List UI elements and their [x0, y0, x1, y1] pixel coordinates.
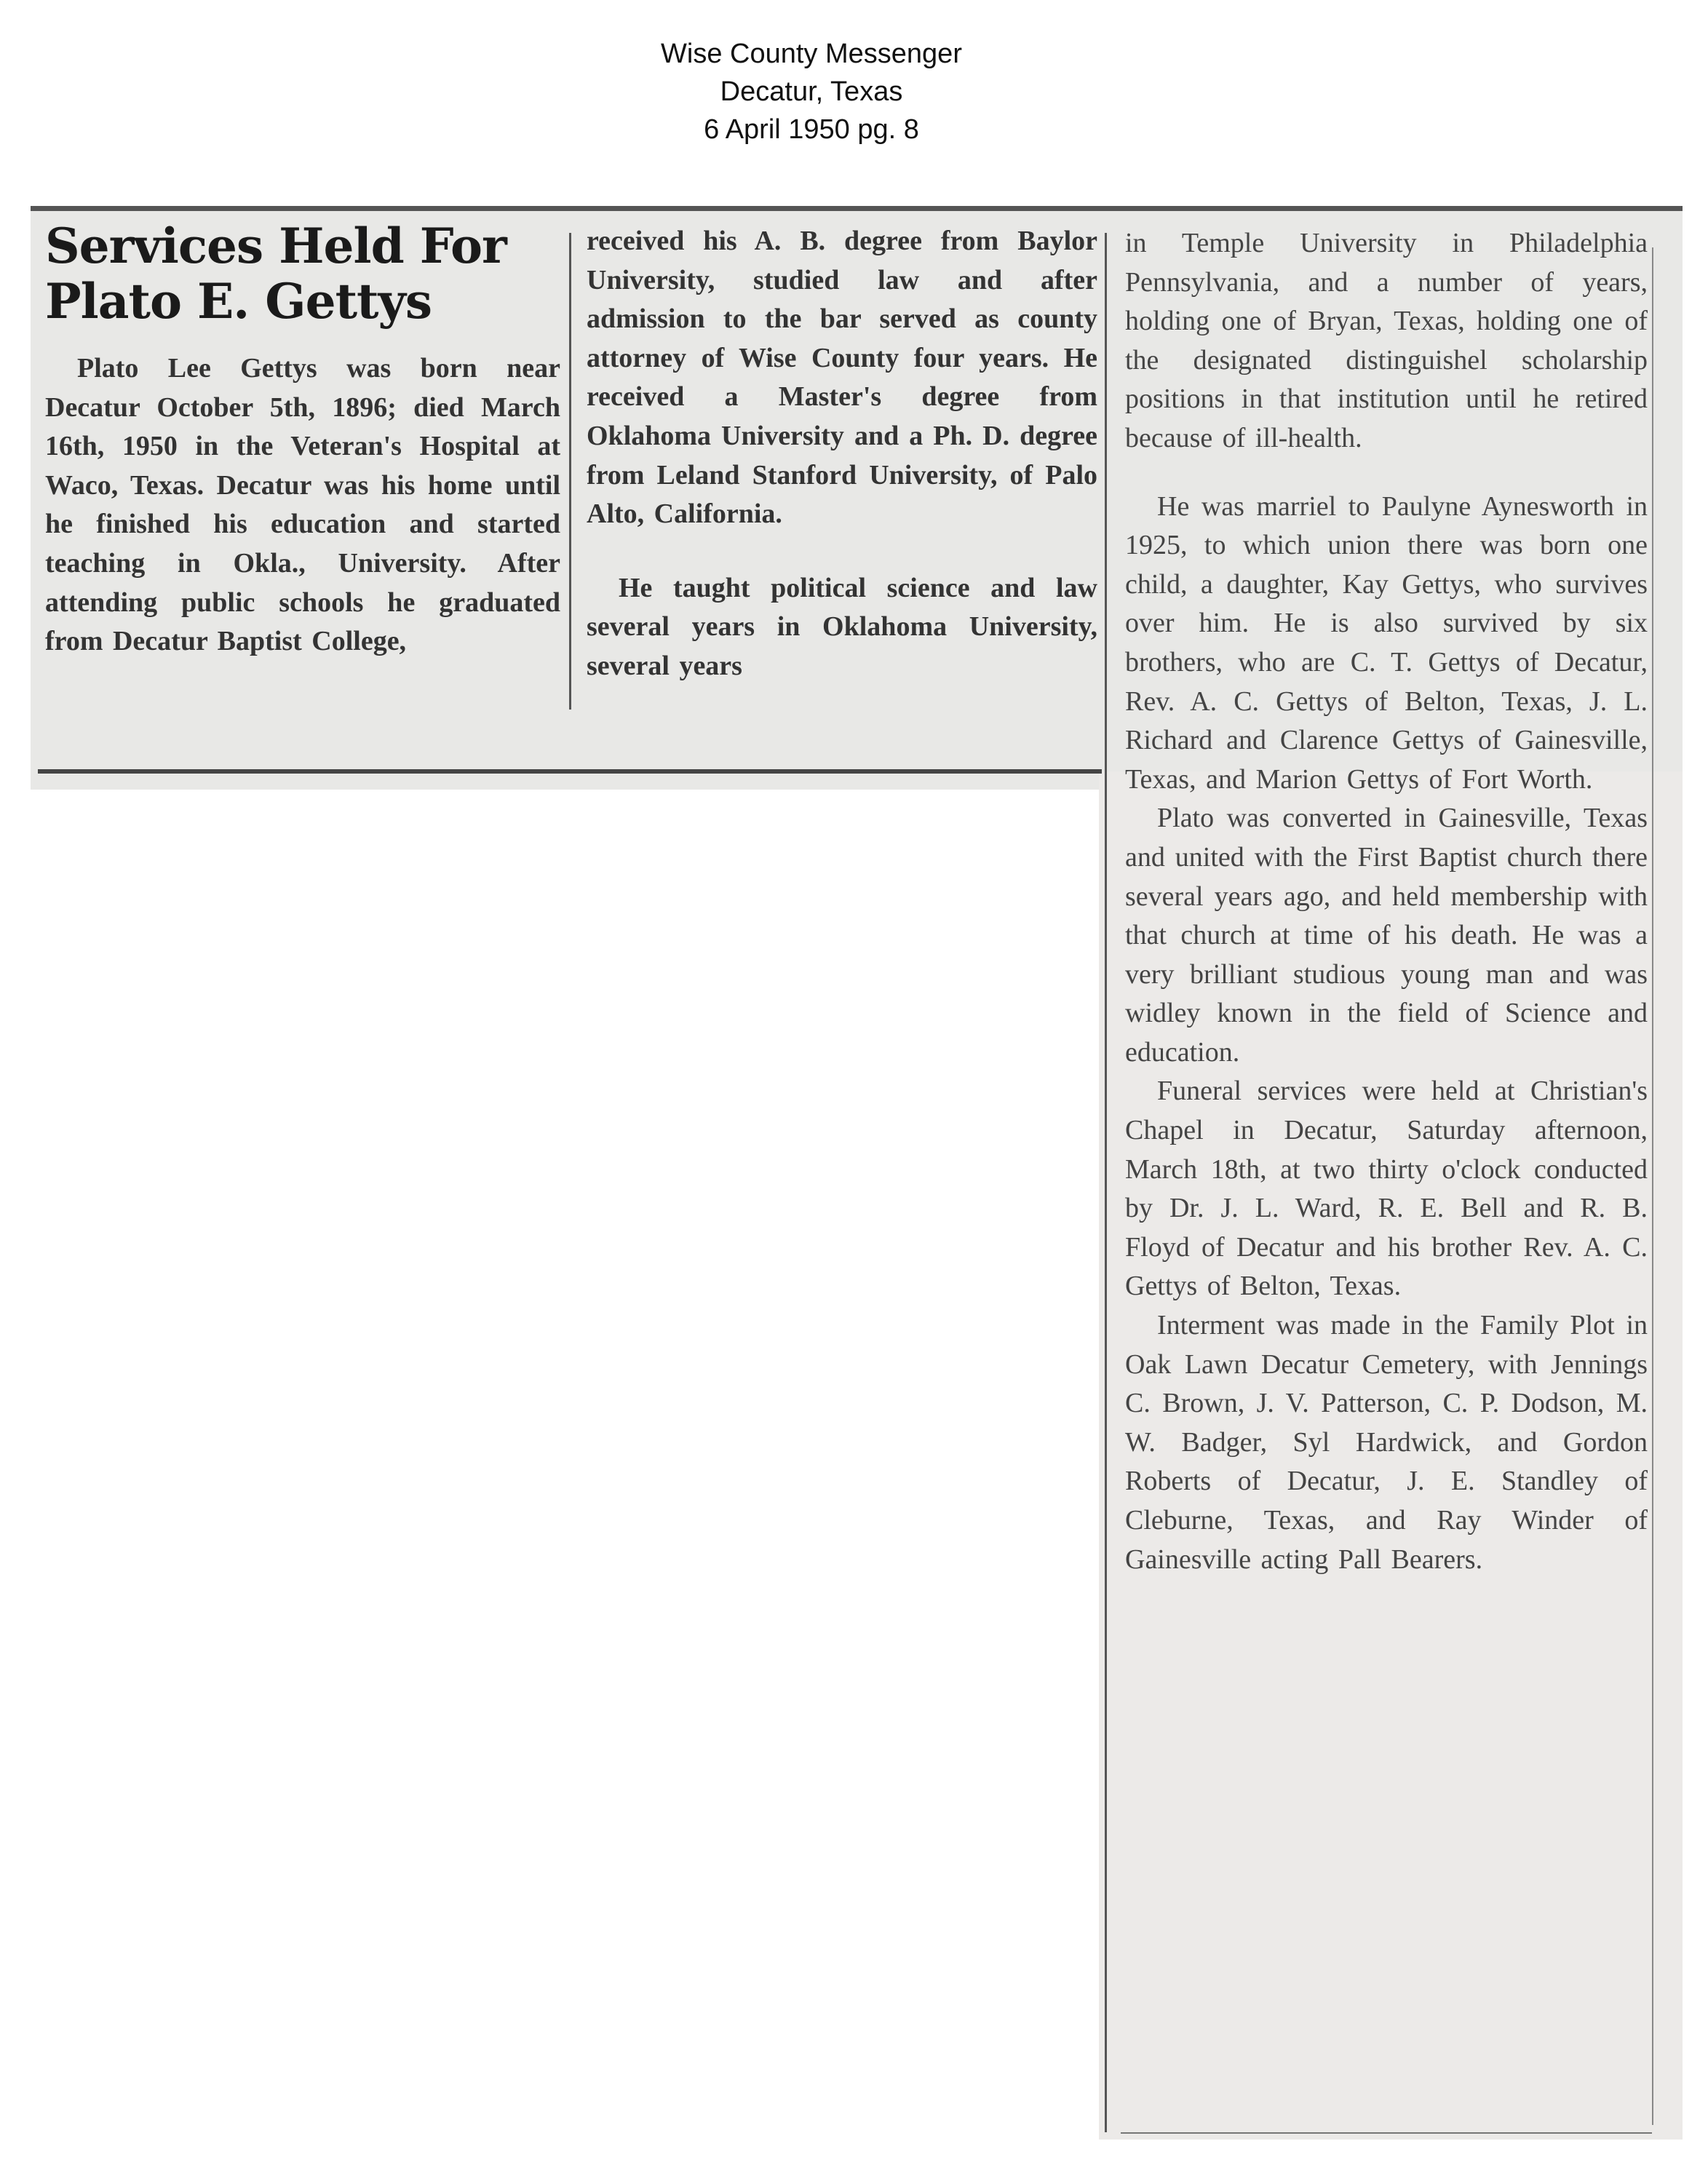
- article-column-2: [587, 222, 1097, 686]
- column-2-paragraph-2: He taught political science and law several years in Oklahoma University, several years: [587, 572, 1097, 681]
- right-edge-rule: [1652, 247, 1653, 2125]
- publication-location: Decatur, Texas: [720, 76, 903, 107]
- column-3-paragraph-3: Plato was converted in Gainesville, Texas and united with the First Baptist church there several years ago, and held membership with that church at time of his death. He was a very brilliant studious young man and was widley known in the field of Science and education.: [1125, 803, 1648, 1068]
- headline-line-1: Services Held For: [45, 218, 507, 274]
- bottom-rule: [1121, 2132, 1652, 2134]
- column-3-paragraph-5: Interment was made in the Family Plot in Oak Lawn Decatur Cemetery, with Jennings C. Brown, J. V. Patterson, C. P. Dodson, M. W. Badger, Syl Hardwick, and Gordon Roberts of Decatur, J. E. Standley of Cleburne, Texas, and Ray Winder of Gainesville acting Pall Bearers.: [1125, 1310, 1648, 1575]
- clipping-caption: [0, 35, 1623, 148]
- column-3-paragraph-4: Funeral services were held at Christian's Chapel in Decatur, Saturday afternoon, March 18th, at two thirty o'clock conducted by Dr. J. L. Ward, R. E. Bell and R. B. Floyd of Decatur and his brother Rev. A. C. Gettys of Belton, Texas.: [1125, 1076, 1648, 1302]
- article-column-3: [1125, 224, 1648, 1579]
- article-column-1: [45, 349, 560, 662]
- headline-line-2: Plato E. Gettys: [45, 273, 432, 330]
- section-rule: [38, 769, 1102, 774]
- publication-date-page: 6 April 1950 pg. 8: [704, 114, 919, 145]
- column-divider-2: [1105, 233, 1107, 2132]
- column-3-paragraph-2: He was marriel to Paulyne Aynesworth in 1925, to which union there was born one child, a daughter, Kay Gettys, who survives over him. He is also survived by six brothers, who are C. T. Gettys of Decatur, Rev. A. C. Gettys of Belton, Texas, J. L. Richard and Clarence Gettys of Gainesville, Texas, and Marion Gettys of Fort Worth.: [1125, 490, 1648, 795]
- top-rule: [31, 206, 1683, 211]
- column-3-paragraph-1: in Temple University in Philadelphia Pennsylvania, and a number of years, holding one of Bryan, Texas, holding one of the designated distinguishel scholarship positions in that institution until he retired because of ill-health.: [1125, 228, 1648, 453]
- column-1-paragraph-1: Plato Lee Gettys was born near Decatur October 5th, 1896; died March 16th, 1950 in the Veteran's Hospital at Waco, Texas. Decatur was his home until he finished his education and started teaching in Okla., University. After attending public schools he graduated from Decatur Baptist College,: [45, 353, 560, 657]
- column-divider-1: [569, 233, 571, 710]
- column-2-paragraph-1: received his A. B. degree from Baylor University, studied law and after admission to the bar served as county attorney of Wise County four years. He received a Master's degree from Oklahoma University and a Ph. D. degree from Leland Stanford University, of Palo Alto, California.: [587, 226, 1097, 530]
- article-headline: [45, 218, 555, 329]
- publication-name: Wise County Messenger: [661, 39, 962, 69]
